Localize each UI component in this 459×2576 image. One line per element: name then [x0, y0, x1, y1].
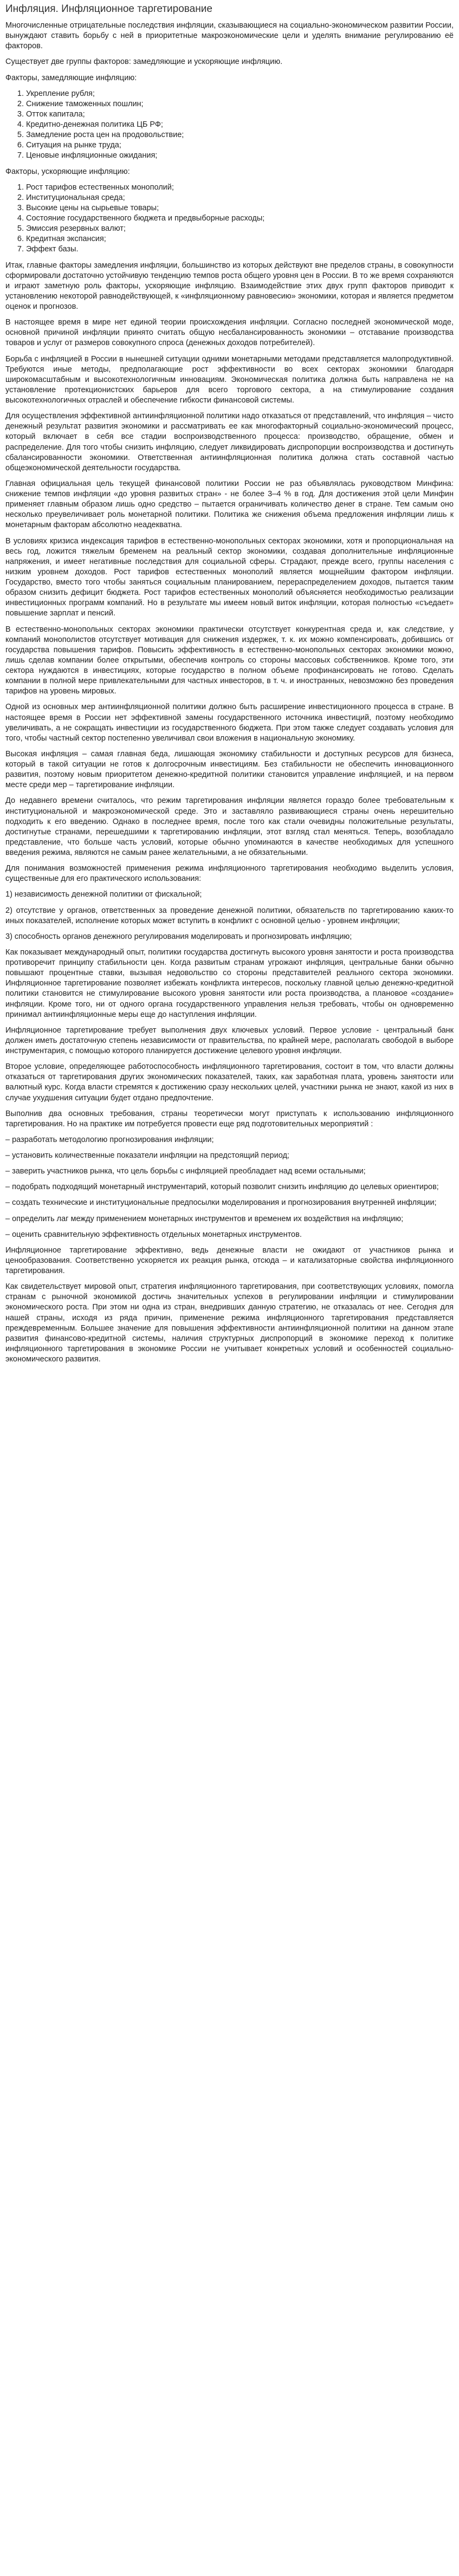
paragraph: До недавнего времени считалось, что режим таргетирования инфляции является гораздо более требовательным к институциональной и макроэкономической среде. Это и заставляло развивающиеся страны очень нерешительно подходить к его введению. Однако в последнее время, после того как стали очевидны положительные результаты, достигнутые странами, перешедшими к таргетированию инфляции, этот взгляд стал меняться. Теперь, возобладало представление, что больше часть условий, которые обычно упоминаются в качестве необходимых для успешного введения режима, являются не самым ранее желательными, а не обязательными. — [5, 796, 454, 857]
list-item: 4. Кредитно-денежная политика ЦБ РФ; — [26, 120, 454, 130]
list-item: 3. Отток капитала; — [26, 109, 454, 120]
paragraph: Для осуществления эффективной антиинфляционной политики надо отказаться от представлений, что инфляция – чисто денежный результат развития экономики и рассматривать ее как многофакторный социально-экономический процесс, который включает в себя все стадии воспроизводственного процесса: производство, обращение, обмен и распределение. Для того чтобы снизить инфляцию, следует ликвидировать диспропорции воспроизводства и достигнуть сбалансированности экономики. Ответственная антиинфляционная политика должна стать составной частью общеэкономической деятельности государства. — [5, 412, 454, 472]
list-item: 6. Кредитная экспансия; — [26, 234, 454, 244]
paragraph: Существует две группы факторов: замедляющие и ускоряющие инфляцию. — [5, 57, 283, 67]
list-item: 1. Укрепление рубля; — [26, 89, 454, 99]
paragraph: Итак, главные факторы замедления инфляции, большинство из которых действуют вне пределов страны, в совокупности сформировали достаточно устойчивую тенденцию темпов роста общего уровня цен в России. В то же время сохраняются и играют заметную роль факторы, ускоряющие инфляцию. Взаимодействие этих двух групп факторов приводит к установлению некоторой равнодействующей, к «инфляционному равновесию» экономики, которая и является предметом оценок и прогнозов. — [5, 261, 454, 311]
list-item: 4. Состояние государственного бюджета и предвыборные расходы; — [26, 213, 454, 224]
prep-item: – установить количественные показатели инфляции на предстоящий период; — [5, 1151, 289, 1160]
paragraph: Инфляционное таргетирование эффективно, ведь денежные власти не ожидают от участников рынка и ценообразования. Соответственно ускоряется их реакция рынка, отсюда – и катализаторные свойства инфляционного таргетирования. — [5, 1245, 454, 1275]
paragraph: Главная официальная цель текущей финансовой политики России не раз объявлялась руководством Минфина: снижение темпов инфляции «до уровня развитых стран» - не более 3–4 % в год. Для достижения этой цели Минфин применяет главным образом лишь одно средство – пытается ограничивать количество денег в стране. Тем самым оно несколько преувеличивает роль монетарной политики. Политика же снижения объема предложения инфляции лишь к монетарным факторам абсолютно неадекватна. — [5, 479, 454, 530]
list-item: 7. Ценовые инфляционные ожидания; — [26, 151, 454, 161]
list-item: 2. Институциональная среда; — [26, 193, 454, 203]
list-heading-accelerating: Факторы, ускоряющие инфляцию: — [5, 167, 130, 176]
slowing-factors-list — [5, 89, 454, 161]
paragraph: Второе условие, определяющее работоспособность инфляционного таргетирования, состоит в том, что власти должны отказаться от таргетирования других экономических показателей, таких, как заработная плата, уровень занятости или валютный курс. Когда власти стремятся к достижению сразу нескольких целей, участники рынка не знают, какой из них в случае ухудшения ситуации будет отдано предпочтение. — [5, 1062, 454, 1102]
prep-item: – определить лаг между применением монетарных инструментов и временем их воздействия на инфляцию; — [5, 1214, 404, 1223]
list-item: 5. Замедление роста цен на продовольствие; — [26, 130, 454, 140]
list-item: 2. Снижение таможенных пошлин; — [26, 99, 454, 109]
prep-item: – создать технические и институциональные предпосылки моделирования и прогнозирования внутренней инфляции; — [5, 1198, 437, 1208]
list-heading-slowing: Факторы, замедляющие инфляцию: — [5, 73, 137, 82]
paragraph: В естественно-монопольных секторах экономики практически отсутствует конкурентная среда и, как следствие, у компаний монополистов отсутствует мотивация для снижения издержек, т. к. их можно компенсировать, добившись от государства повышения тарифов. Повысить эффективность в естественно-монопольных секторах экономики можно, лишь сделав компании более открытыми, обеспечив контроль со стороны массовых собственников. Кроме того, эти сектора нуждаются в инвестициях, которые государство в полном объеме профинансировать не готово. Сделать компании в полной мере привлекательными для частных инвесторов, в т. ч. и иностранных, невозможно без проведения тарифов на уровень мировых. — [5, 625, 454, 696]
list-item: 5. Эмиссия резервных валют; — [26, 224, 454, 234]
list-item: 3. Высокие цены на сырьевые товары; — [26, 203, 454, 213]
paragraph: В условиях кризиса индексация тарифов в естественно-монопольных секторах экономики, хотя и пропорциональная на весь год, ложится тяжелым бременем на реальный сектор экономики, создавая дополнительные инфляционные напряжения, и имеет негативные последствия для социальной сферы. Страдают, прежде всего, группы населения с низким уровнем доходов. Рост тарифов естественных монополий является мощнейшим фактором инфляции. Государство, вместо того чтобы заняться социальным планированием, перераспределением доходов, пытается таким образом снизить дефицит бюджета. Рост тарифов естественных монополий объясняется необходимостью реализации инвестиционных программ компаний. Но в результате мы имеем новый виток инфляции, которая полностью «съедает» повышение зарплат и пенсий. — [5, 536, 454, 618]
condition-item: 2) отсутствие у органов, ответственных за проведение денежной политики, обязательств по таргетированию каких-то иных показателей, исполнение которых может вступить в конфликт с основной целью - уровнем инфляции; — [5, 906, 454, 925]
page-title: Инфляция. Инфляционное таргетирование — [5, 3, 212, 15]
paragraph: Высокая инфляция – самая главная беда, лишающая экономику стабильности и доступных ресурсов для бизнеса, который в такой ситуации не готов к долгосрочным инвестициям. Без стабильности не обеспечить инновационного развития, поэтому новым приоритетом денежно-кредитной политики становится управление инфляцией, и на первом месте среди мер – таргетирование инфляции. — [5, 749, 454, 790]
prep-item: – заверить участников рынка, что цель борьбы с инфляцией преобладает над всеми остальными; — [5, 1167, 366, 1176]
prep-item: – разработать методологию прогнозирования инфляции; — [5, 1135, 214, 1144]
condition-item: 3) способность органов денежного регулирования моделировать и прогнозировать инфляцию; — [5, 932, 352, 941]
paragraph: Для понимания возможностей применения режима инфляционного таргетирования необходимо выделить условия, существенные для его практического использования: — [5, 864, 454, 884]
paragraph: Как свидетельствует мировой опыт, стратегия инфляционного таргетирования, при соответствующих условиях, помогла странам с рыночной экономикой достичь значительных успехов в регулировании инфляции и стимулировании экономического роста. При этом ни одна из стран, внедривших данную стратегию, не отказалась от нее. Сегодня для нашей страны, исходя из ряда причин, применение режима инфляционного таргетирования представляется преждевременным. Большее значение для повышения эффективности антиинфляционной политики на данном этапе развития финансово-кредитной системы, наличия структурных диспропорций в экономике переход к политике инфляционного таргетирования в экономике России не учитывает конкретных условий и особенностей социально-экономического развития. — [5, 1282, 454, 1364]
list-item: 6. Ситуация на рынке труда; — [26, 140, 454, 151]
accelerating-factors-list — [5, 183, 454, 255]
prep-item: – оценить сравнительную эффективность отдельных монетарных инструментов. — [5, 1230, 302, 1239]
list-item: 1. Рост тарифов естественных монополий; — [26, 183, 454, 193]
condition-item: 1) независимость денежной политики от фискальной; — [5, 890, 202, 899]
paragraph: Выполнив два основных требования, страны теоретически могут приступать к использованию инфляционного таргетирования. Но на практике им потребуется провести еще ряд подготовительных мероприятий : — [5, 1109, 454, 1128]
paragraph: Многочисленные отрицательные последствия инфляции, сказывающиеся на социально-экономическом развитии России, вынуждают ставить борьбу с ней в приоритетные макроэкономические цели и уделять внимание регулированию её факторов. — [5, 21, 454, 51]
paragraph: Борьба с инфляцией в России в нынешней ситуации одними монетарными методами представляется малопродуктивной. Требуются иные методы, предполагающие рост эффективности во всех секторах экономики благодаря широкомасштабным и высокотехнологичным инновациям. Экономическая политика должна быть направлена не на установление протекционистских барьеров для всего торгового сектора, а на стимулирование создания высокотехнологичных отраслей и обеспечение гибкости финансовой системы. — [5, 354, 454, 405]
prep-item: – подобрать подходящий монетарный инструментарий, который позволит снизить инфляцию до целевых ориентиров; — [5, 1183, 439, 1192]
paragraph: Одной из основных мер антиинфляционной политики должно быть расширение инвестиционного процесса в стране. В настоящее время в России нет эффективной замены государственного источника инвестиций, поэтому необходимо увеличивать, а не сокращать инвестиции из государственного бюджета. При этом также следует создавать условия для того, чтобы частный сектор постепенно увеличивал свои вложения в национальную экономику. — [5, 703, 454, 743]
paragraph: Как показывает международный опыт, политики государства достигнуть высокого уровня занятости и роста производства противоречит принципу стабильности цен. Когда развитым странам угрожают инфляция, центральные банки обычно повышают процентные ставки, вызывая недовольство со стороны представителей реального сектора экономики. Инфляционное таргетирование позволяет избежать конфликта интересов, поскольку главной целью денежно-кредитной политики становится не стимулирование высокого уровня занятости или роста производства, а плановое «создание» инфляции. Кроме того, ни от одного органа государственного управления нельзя требовать, чтобы он одновременно принимал антиинфляционные меры еще до наступления инфляции. — [5, 948, 454, 1019]
list-item: 7. Эффект базы. — [26, 244, 454, 255]
paragraph: Инфляционное таргетирование требует выполнения двух ключевых условий. Первое условие - центральный банк должен иметь достаточную степень независимости от правительства, по крайней мере, располагать свободой в выборе инструментария, с помощью которого планируется достижение целевого уровня инфляции. — [5, 1026, 454, 1055]
paragraph: В настоящее время в мире нет единой теории происхождения инфляции. Согласно последней экономической моде, основной причиной инфляции принято считать общую несбалансированность экономики – отставание производства товаров и услуг от размеров совокупного спроса (денежных доходов потребителей). — [5, 318, 454, 348]
